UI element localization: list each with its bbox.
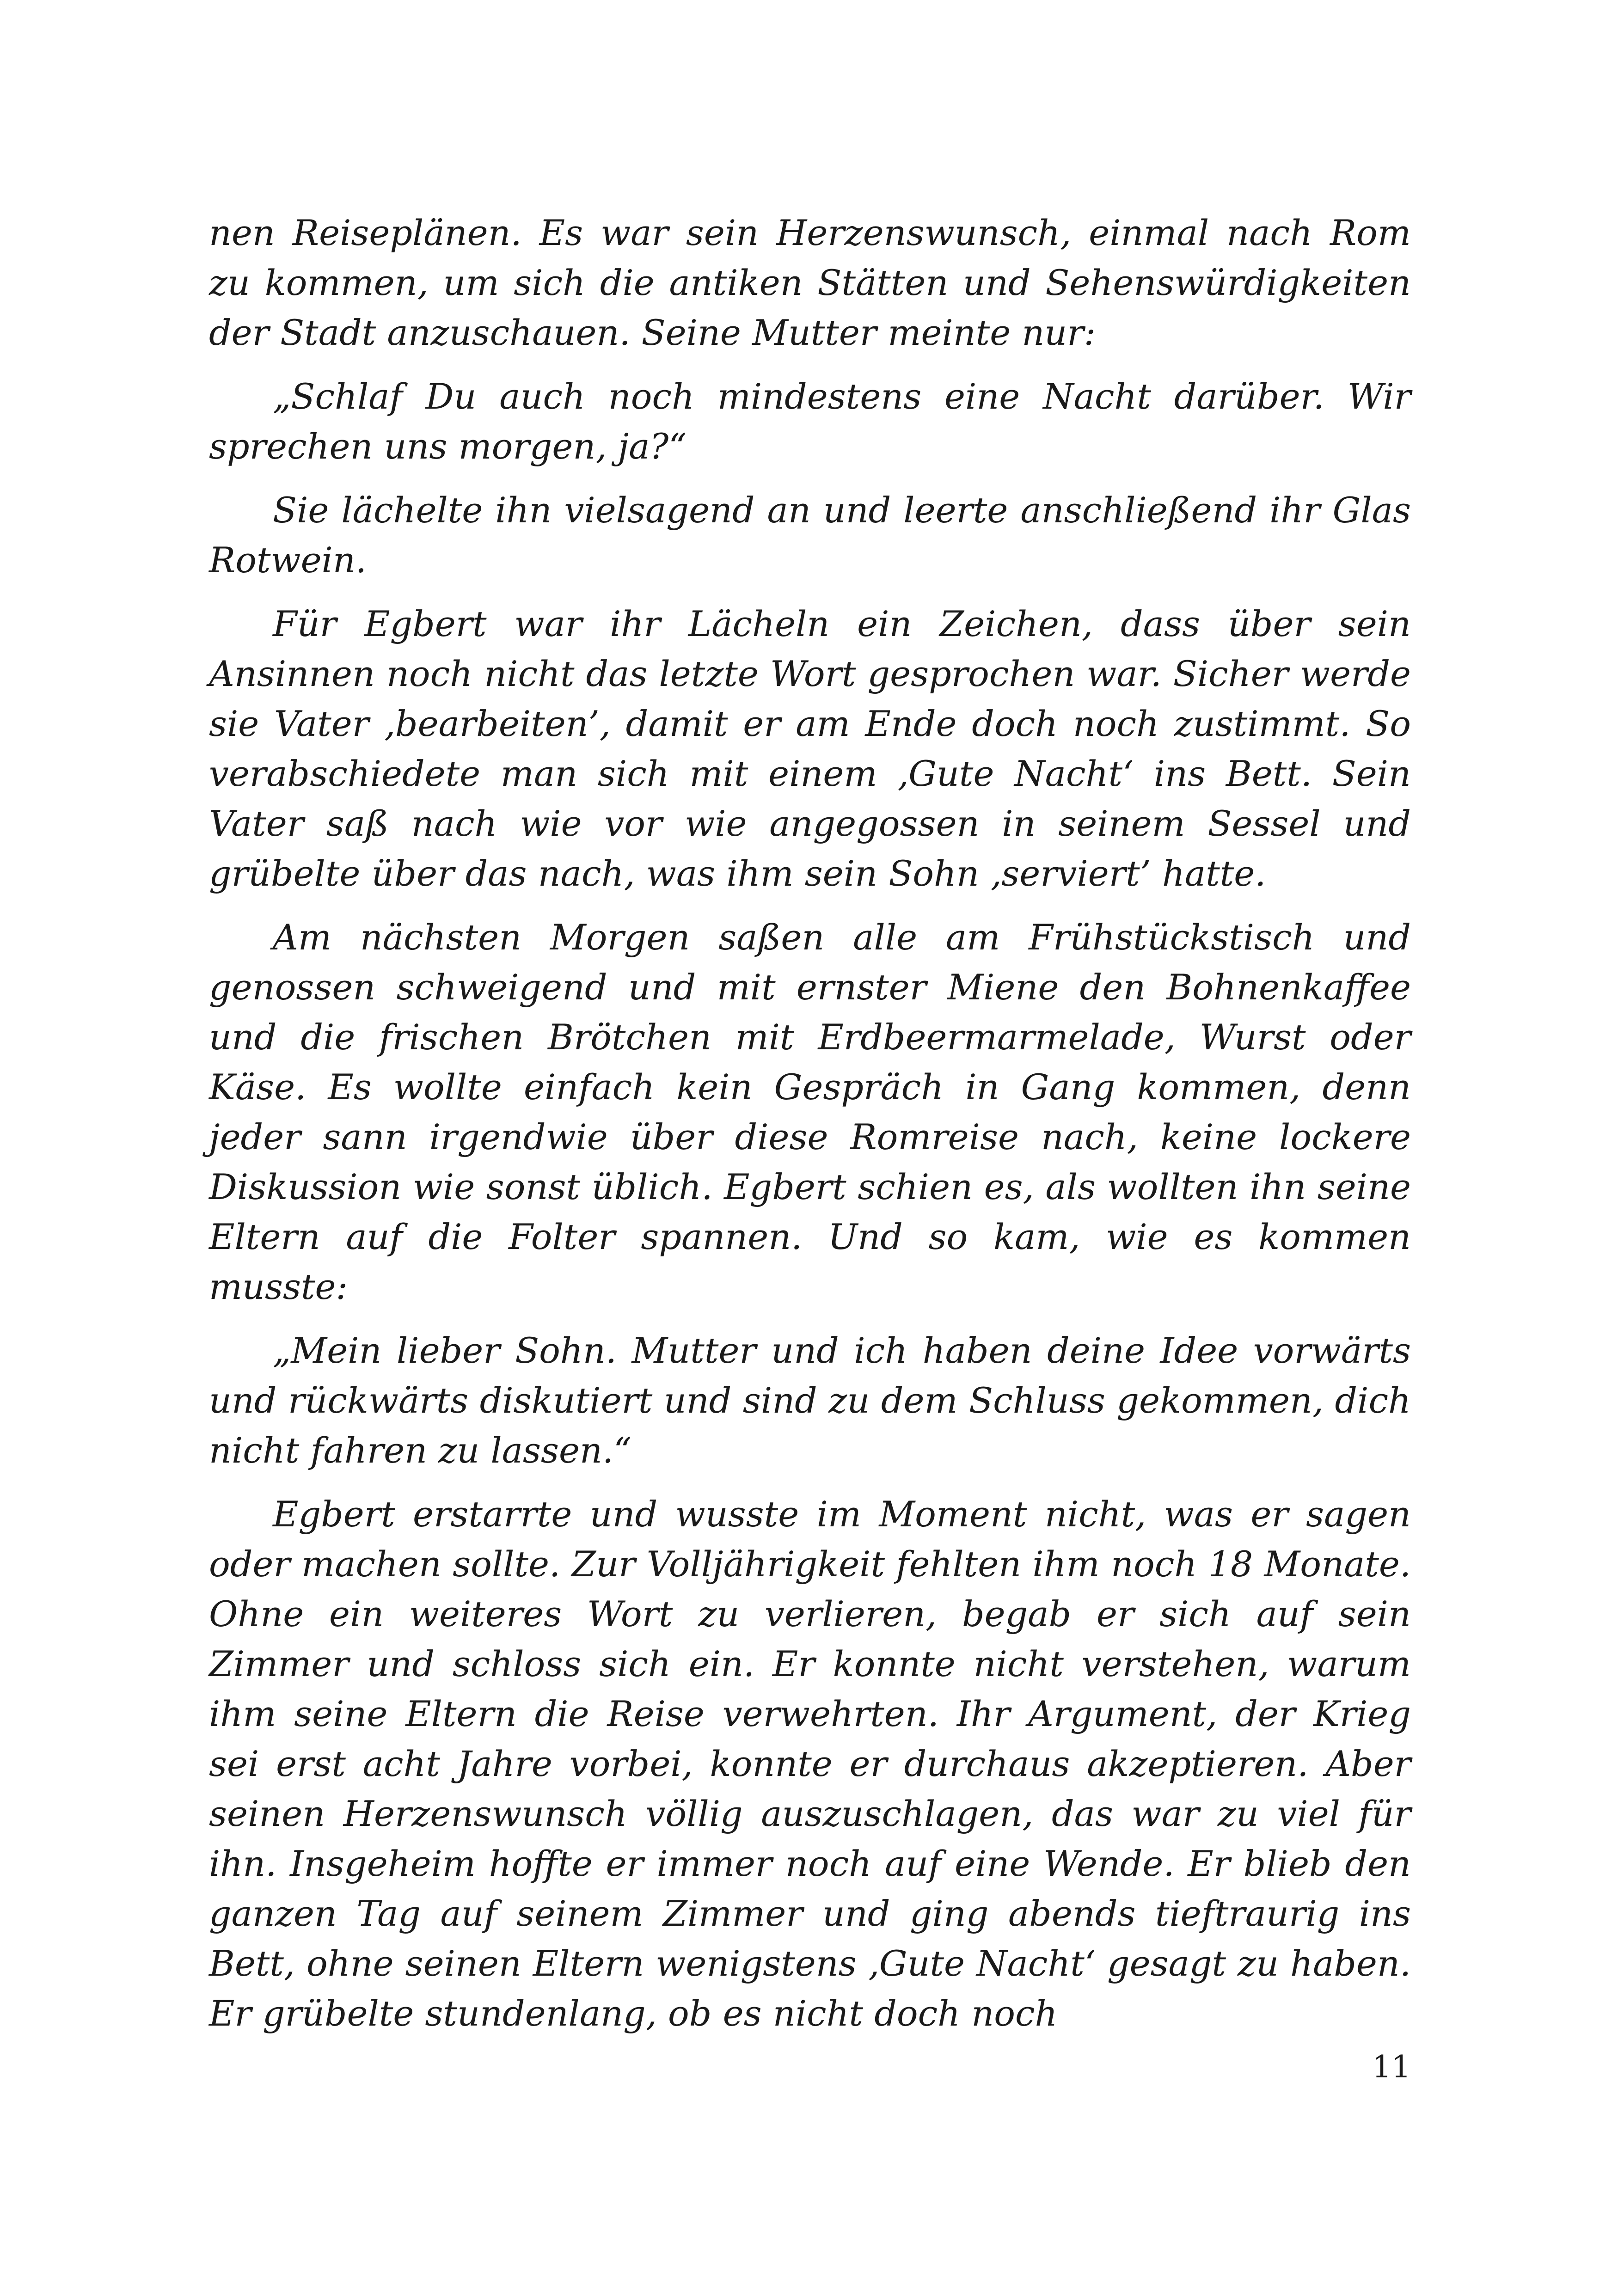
paragraph-3: Sie lächelte ihn vielsagend an und leerte anschließend ihr Glas Rotwein. <box>209 490 1411 581</box>
body-text <box>209 208 1411 2052</box>
paragraph-2: „Schlaf Du auch noch mindestens eine Nacht darüber. Wir sprechen uns morgen, ja?“ <box>209 376 1411 467</box>
page-number: 11 <box>1372 2049 1411 2085</box>
paragraph-4: Für Egbert war ihr Lächeln ein Zeichen, dass über sein Ansinnen noch nicht das letzte Wort gesprochen war. Sicher werde sie Vater ‚bearbeiten’, damit er am Ende doch noch zustimmt. So verabschiedete man sich mit einem ‚Gute Nacht‘ ins Bett. Sein Vater saß nach wie vor wie angegossen in seinem Sessel und grübelte über das nach, was ihm sein Sohn ‚serviert’ hatte. <box>209 603 1411 894</box>
paragraph-5: Am nächsten Morgen saßen alle am Frühstückstisch und genossen schweigend und mit ernster Miene den Bohnenkaffee und die frischen Brötchen mit Erdbeermarmelade, Wurst oder Käse. Es wollte einfach kein Gespräch in Gang kommen, denn jeder sann irgendwie über diese Romreise nach, keine lockere Diskussion wie sonst üblich. Egbert schien es, als wollten ihn seine Eltern auf die Folter spannen. Und so kam, wie es kommen musste: <box>209 917 1411 1307</box>
paragraph-7: Egbert erstarrte und wusste im Moment nicht, was er sagen oder machen sollte. Zur Volljährigkeit fehlten ihm noch 18 Monate. Ohne ein weiteres Wort zu verlieren, begab er sich auf sein Zimmer und schloss sich ein. Er konnte nicht verstehen, warum ihm seine Eltern die Reise verwehrten. Ihr Argument, der Krieg sei erst acht Jahre vorbei, konnte er durchaus akzeptieren. Aber seinen Herzenswunsch völlig auszuschlagen, das war zu viel für ihn. Insgeheim hoffte er immer noch auf eine Wende. Er blieb den ganzen Tag auf seinem Zimmer und ging abends tieftraurig ins Bett, ohne seinen Eltern wenigstens ‚Gute Nacht‘ gesagt zu haben. Er grübelte stundenlang, ob es nicht doch noch <box>209 1494 1411 2034</box>
paragraph-1: nen Reiseplänen. Es war sein Herzenswunsch, einmal nach Rom zu kommen, um sich die antiken Stätten und Sehenswürdigkeiten der Stadt anzuschauen. Seine Mutter meinte nur: <box>209 212 1411 353</box>
paragraph-6: „Mein lieber Sohn. Mutter und ich haben deine Idee vorwärts und rückwärts diskutiert und sind zu dem Schluss gekommen, dich nicht fahren zu lassen.“ <box>209 1330 1411 1471</box>
